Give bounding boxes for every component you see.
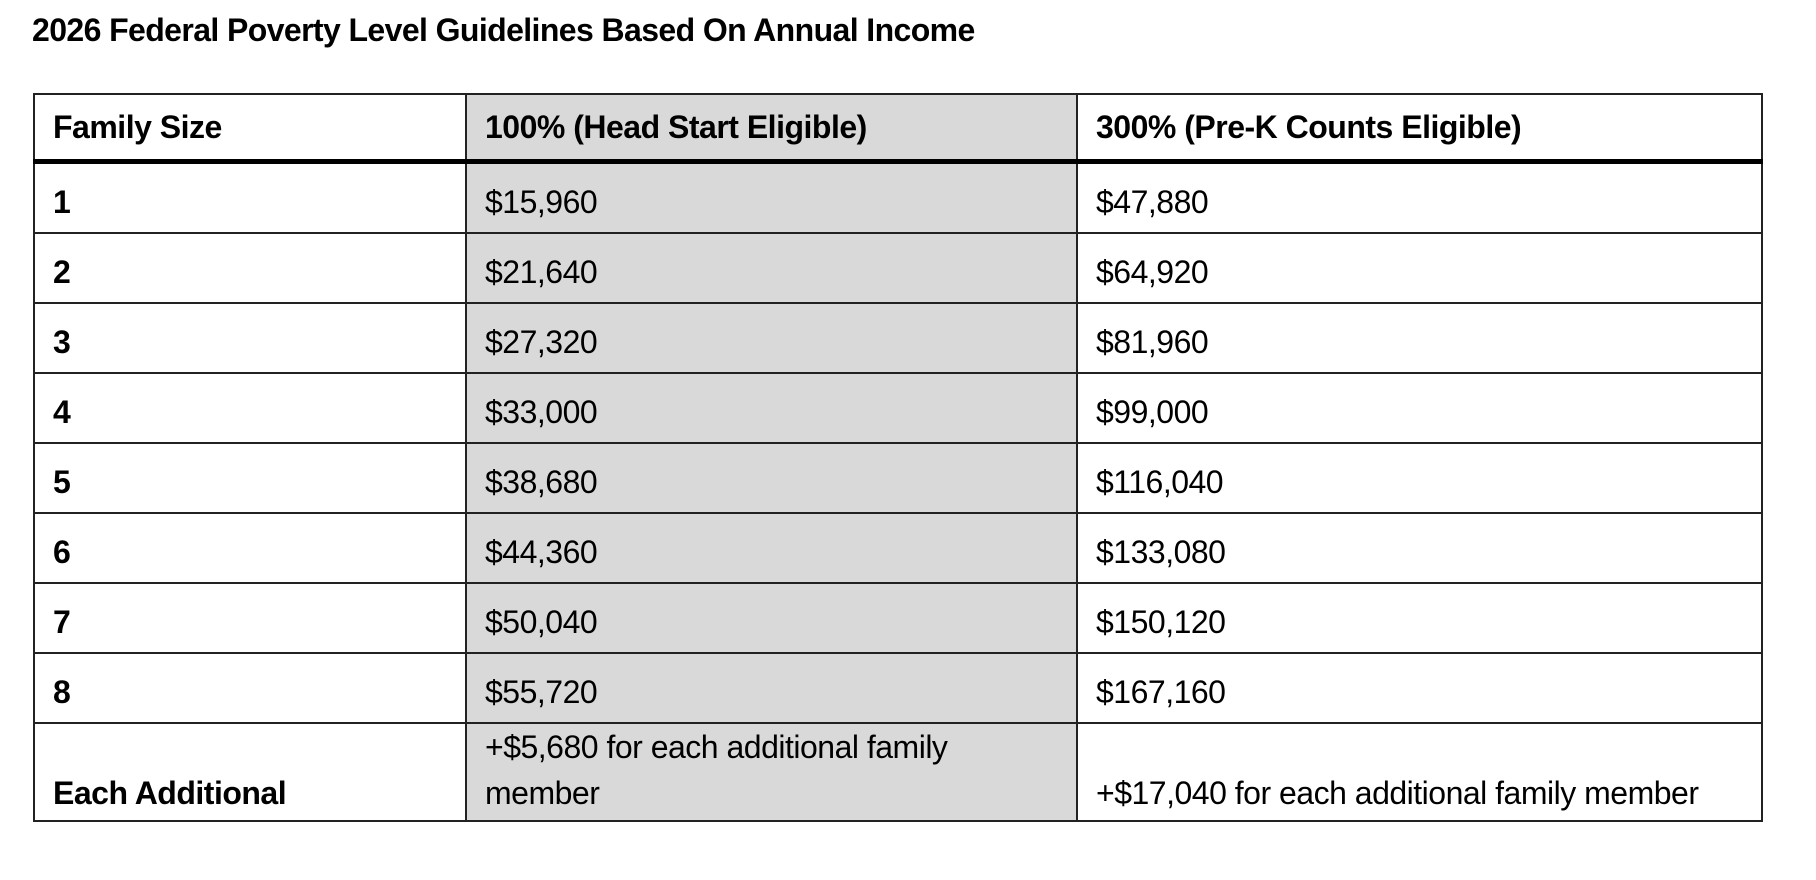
income-300-cell: $47,880	[1077, 162, 1762, 234]
header-300-percent: 300% (Pre-K Counts Eligible)	[1077, 94, 1762, 162]
table-row	[34, 653, 1762, 723]
family-size-cell: 4	[34, 373, 466, 443]
table-row	[34, 583, 1762, 653]
family-size-cell: 3	[34, 303, 466, 373]
table-row	[34, 303, 1762, 373]
income-100-cell: $21,640	[466, 233, 1077, 303]
income-100-cell: $50,040	[466, 583, 1077, 653]
header-family-size: Family Size	[34, 94, 466, 162]
income-100-cell: $38,680	[466, 443, 1077, 513]
income-300-cell: $133,080	[1077, 513, 1762, 583]
income-300-cell: $150,120	[1077, 583, 1762, 653]
poverty-guidelines-table	[33, 93, 1763, 822]
family-size-cell: 7	[34, 583, 466, 653]
income-300-cell: $116,040	[1077, 443, 1762, 513]
income-100-cell: $44,360	[466, 513, 1077, 583]
income-300-cell: $99,000	[1077, 373, 1762, 443]
family-size-cell: 2	[34, 233, 466, 303]
table-row	[34, 513, 1762, 583]
page-title: 2026 Federal Poverty Level Guidelines Based On Annual Income	[32, 12, 975, 48]
income-100-cell: $15,960	[466, 162, 1077, 234]
table-row	[34, 443, 1762, 513]
family-size-cell: 6	[34, 513, 466, 583]
income-100-cell: $27,320	[466, 303, 1077, 373]
income-100-cell: $33,000	[466, 373, 1077, 443]
family-size-cell: 1	[34, 162, 466, 234]
income-100-cell: +$5,680 for each additional family member	[466, 723, 1077, 821]
family-size-cell: 8	[34, 653, 466, 723]
family-size-cell: Each Additional	[34, 723, 466, 821]
income-300-cell: +$17,040 for each additional family member	[1077, 723, 1762, 821]
table-row	[34, 233, 1762, 303]
family-size-cell: 5	[34, 443, 466, 513]
income-300-cell: $167,160	[1077, 653, 1762, 723]
additional-member-row	[34, 723, 1762, 821]
income-300-cell: $81,960	[1077, 303, 1762, 373]
income-100-cell: $55,720	[466, 653, 1077, 723]
table-header-row	[34, 94, 1762, 162]
table-row	[34, 373, 1762, 443]
table-row	[34, 162, 1762, 234]
header-100-percent: 100% (Head Start Eligible)	[466, 94, 1077, 162]
income-300-cell: $64,920	[1077, 233, 1762, 303]
